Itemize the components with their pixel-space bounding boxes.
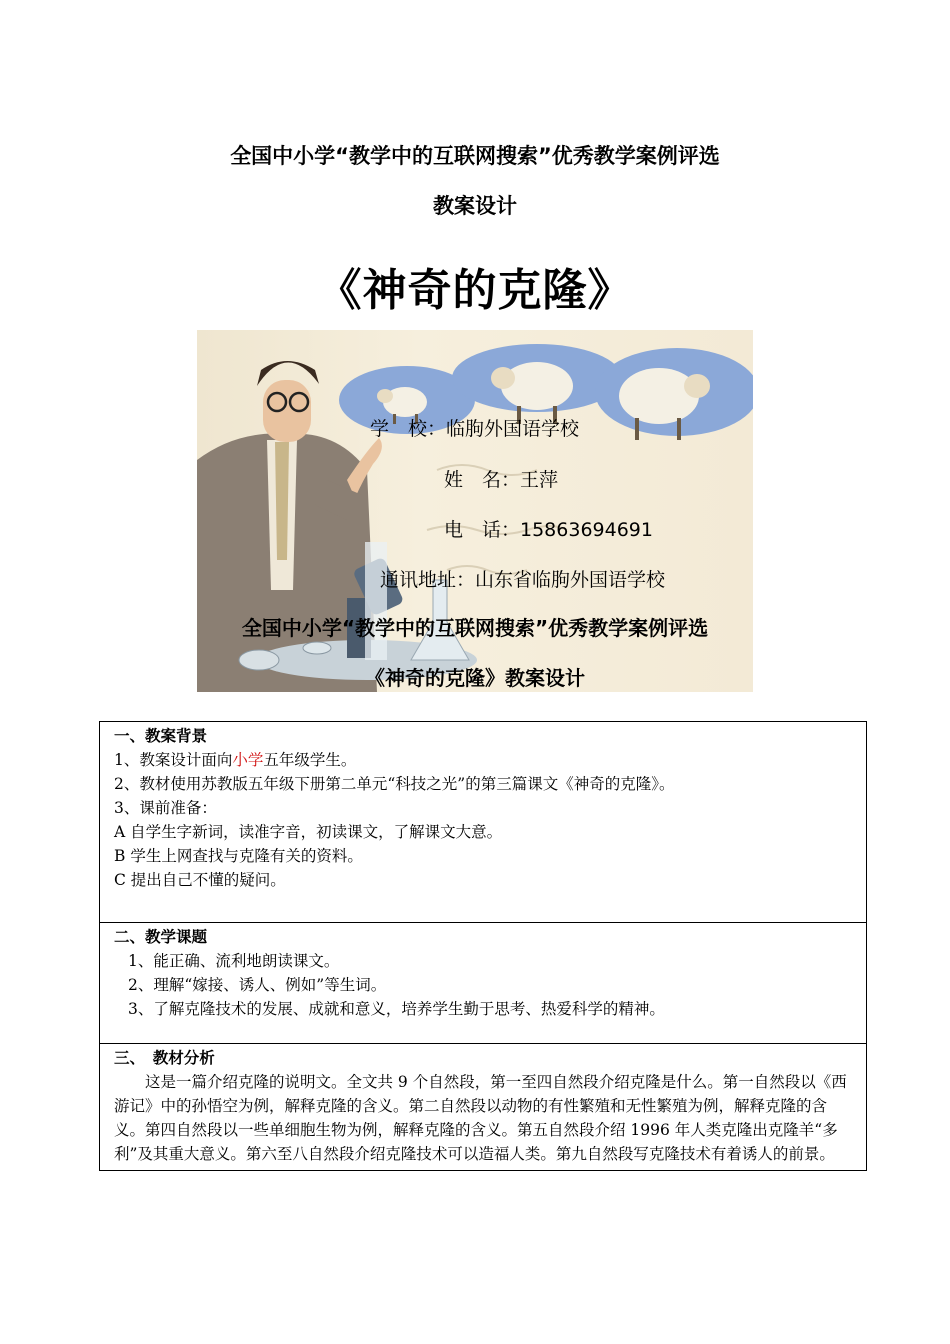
background-line-2: 2、教材使用苏教版五年级下册第二单元“科技之光”的第三篇课文《神奇的克隆》。 bbox=[114, 775, 675, 793]
topic-item: 3、了解克隆技术的发展、成就和意义，培养学生勤于思考、热爱科学的精神。 bbox=[128, 1000, 665, 1018]
section-background bbox=[100, 722, 867, 923]
background-line-3: 3、课前准备： bbox=[114, 799, 217, 817]
lesson-plan-table bbox=[99, 721, 867, 1171]
section-topic bbox=[100, 923, 867, 1044]
section-heading: 二、教学课题 bbox=[114, 928, 208, 946]
contest-title: 全国中小学“教学中的互联网搜索”优秀教学案例评选 bbox=[230, 144, 720, 168]
section-analysis bbox=[100, 1044, 867, 1171]
background-line-1: 1、教案设计面向小学五年级学生。 bbox=[114, 751, 357, 769]
topic-item: 1、能正确、流利地朗读课文。 bbox=[128, 952, 340, 970]
plan-title-overlay: 《神奇的克隆》教案设计 bbox=[365, 666, 585, 690]
address-field: 通讯地址：山东省临朐外国语学校 bbox=[380, 569, 666, 591]
plan-label: 教案设计 bbox=[433, 194, 517, 218]
background-line-4: A 自学生字新词，读准字音，初读课文，了解课文大意。 bbox=[114, 823, 503, 841]
highlight-text: 小学 bbox=[232, 751, 264, 769]
section-heading: 三、 教材分析 bbox=[114, 1049, 215, 1067]
main-title: 《神奇的克隆》 bbox=[317, 265, 633, 316]
background-line-6: C 提出自己不懂的疑问。 bbox=[114, 871, 286, 889]
name-field: 姓 名：王萍 bbox=[444, 469, 559, 491]
analysis-paragraph: 这是一篇介绍克隆的说明文。全文共 9 个自然段，第一至四自然段介绍克隆是什么。第一自然段以《西游记》中的孙悟空为例，解释克隆的含义。第二自然段以动物的有性繁殖和无性繁殖为例，解释克隆的含义。第四自然段以一些单细胞生物为例，解释克隆的含义。第五自然段介绍 1996 年人类克隆出克隆羊“多利”及其重大意义。第六至八自然段介绍克隆技术可以造福人类。第九自然段写克隆技术有着诱人的前景。 bbox=[114, 1073, 847, 1163]
contest-title-overlay: 全国中小学“教学中的互联网搜索”优秀教学案例评选 bbox=[241, 616, 709, 640]
topic-item: 2、理解“嫁接、诱人、例如”等生词。 bbox=[128, 976, 387, 994]
phone-field: 电 话：15863694691 bbox=[444, 519, 653, 541]
school-field: 学 校：临朐外国语学校 bbox=[370, 418, 580, 440]
background-line-5: B 学生上网查找与克隆有关的资料。 bbox=[114, 847, 363, 865]
section-heading: 一、教案背景 bbox=[114, 727, 208, 745]
